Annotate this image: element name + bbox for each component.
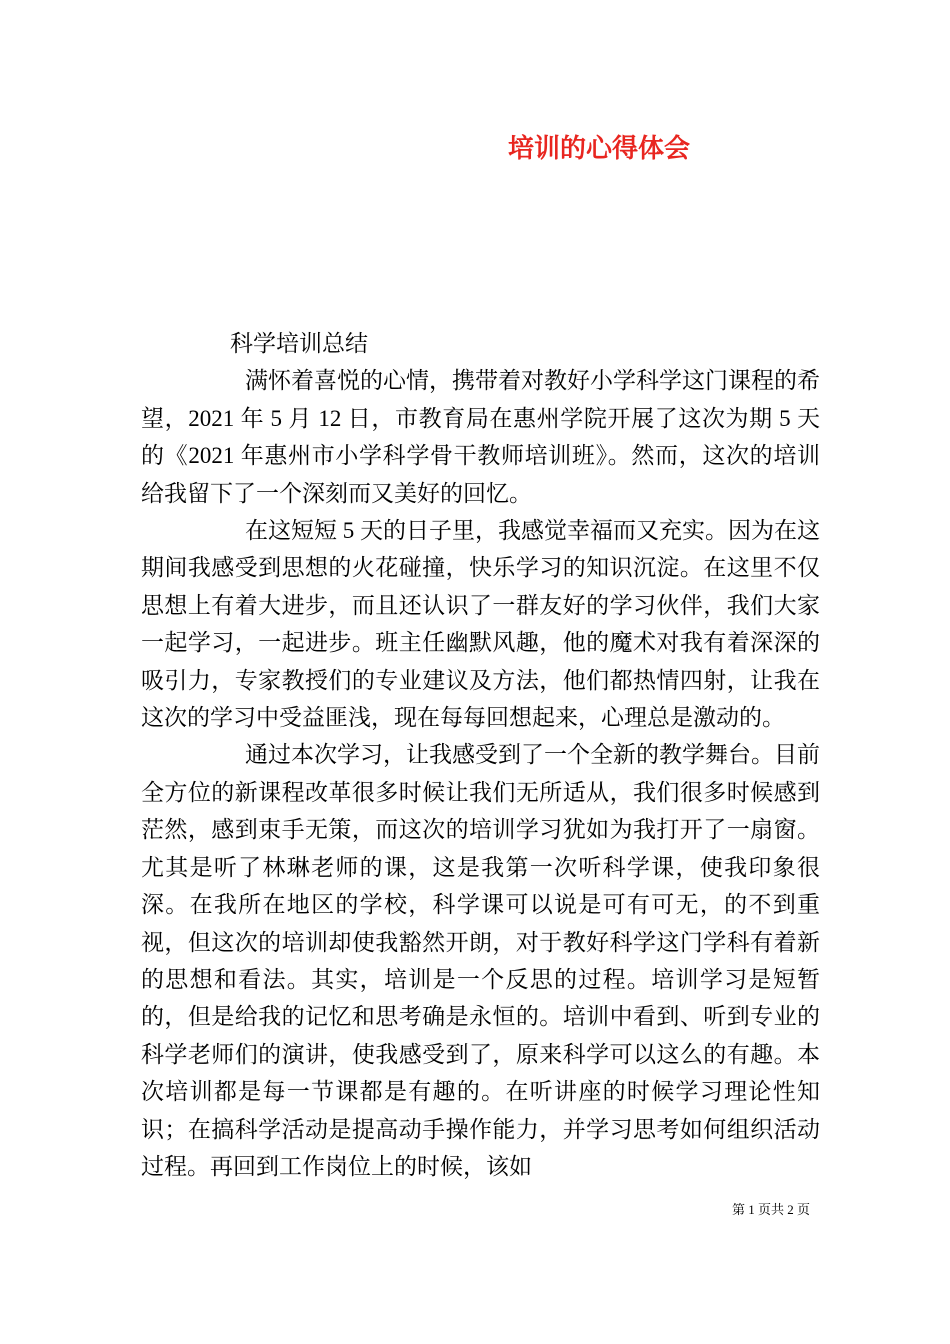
section-heading: 科学培训总结: [230, 331, 368, 356]
page-number: 第 1 页共 2 页: [731, 1202, 810, 1217]
paragraph: 在这短短 5 天的日子里，我感觉幸福而又充实。因为在这期间我感受到思想的火花碰撞，快乐学习的知识沉淀。在这里不仅思想上有着大进步，而且还认识了一群友好的学习伙伴，我们大家一起学习，一起进步。班主任幽默风趣，他的魔术对我有着深深的吸引力，专家教授们的专业建议及方法，他们都热情四射，让我在这次的学习中受益匪浅，现在每每回想起来，心理总是激动的。: [141, 518, 820, 731]
document-body: [141, 325, 820, 1185]
document-title: 培训的心得体会: [508, 134, 691, 163]
paragraph: 通过本次学习，让我感受到了一个全新的教学舞台。目前全方位的新课程改革很多时候让我们无所适从，我们很多时候感到茫然，感到束手无策，而这次的培训学习犹如为我打开了一扇窗。尤其是听了林琳老师的课，这是我第一次听科学课，使我印象很深。在我所在地区的学校，科学课可以说是可有可无，的不到重视，但这次的培训却使我豁然开朗，对于教好科学这门学科有着新的思想和看法。其实，培训是一个反思的过程。培训学习是短暂的，但是给我的记忆和思考确是永恒的。培训中看到、听到专业的科学老师们的演讲，使我感受到了，原来科学可以这么的有趣。本次培训都是每一节课都是有趣的。在听讲座的时候学习理论性知识；在搞科学活动是提高动手操作能力，并学习思考如何组织活动过程。再回到工作岗位上的时候，该如: [141, 742, 820, 1179]
paragraph: 满怀着喜悦的心情，携带着对教好小学科学这门课程的希望，2021 年 5 月 12 日，市教育局在惠州学院开展了这次为期 5 天的《2021 年惠州市小学科学骨干教师培训班》。然而，这次的培训给我留下了一个深刻而又美好的回忆。: [141, 368, 820, 506]
